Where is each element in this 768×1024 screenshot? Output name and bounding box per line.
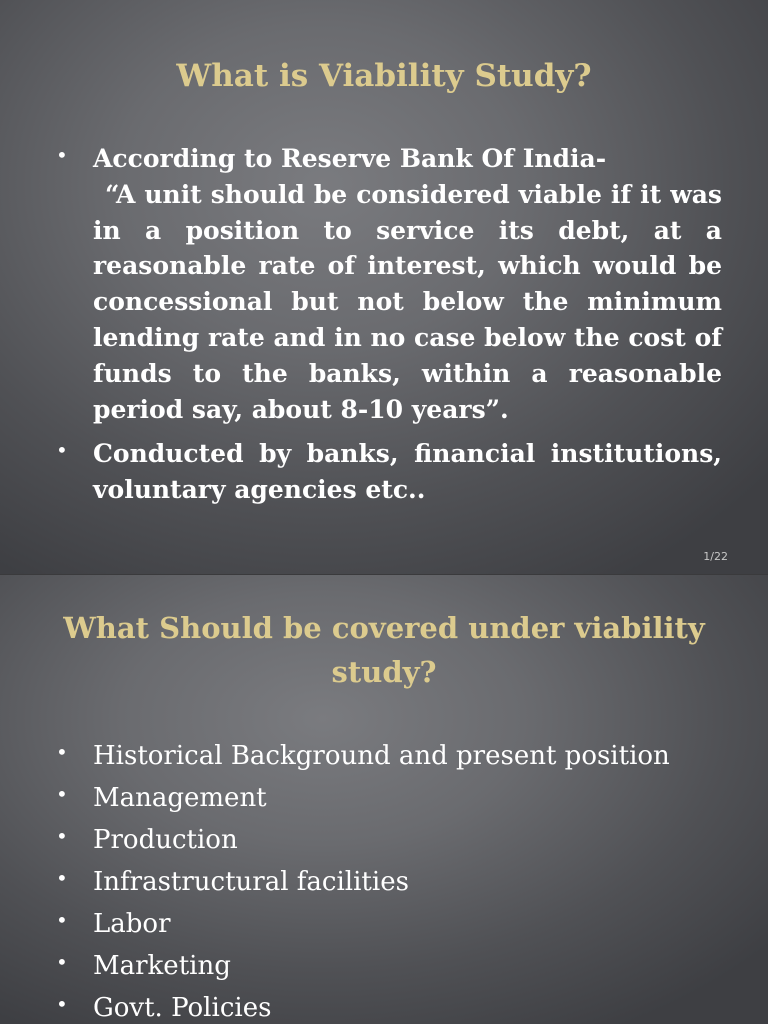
- slide-2-title-line-1: What Should be covered under viability: [63, 611, 705, 645]
- bullet-icon: •: [56, 908, 68, 932]
- slide-1-title: What is Viability Study?: [176, 58, 592, 94]
- bullet-icon: •: [56, 143, 68, 167]
- bullet-rbi-definition: [56, 141, 722, 177]
- list-item: [56, 903, 722, 945]
- list-item: [56, 945, 722, 987]
- slide-2-bullet-list: [56, 735, 722, 1024]
- slide-2-title: [0, 606, 768, 694]
- slide-2: [0, 575, 768, 1024]
- bullet-icon: •: [56, 740, 68, 764]
- list-item-text: Marketing: [93, 951, 231, 981]
- list-item: [56, 861, 722, 903]
- bullet-icon: •: [56, 782, 68, 806]
- bullet-icon: •: [56, 866, 68, 890]
- bullet-lead-text: According to Reserve Bank Of India-: [93, 144, 607, 173]
- slide-2-title-line-2: study?: [331, 655, 437, 689]
- bullet-icon: •: [56, 824, 68, 848]
- bullet-conducted-by: [56, 436, 722, 508]
- list-item-text: Labor: [93, 909, 171, 939]
- bullet-icon: •: [56, 438, 68, 463]
- list-item: [56, 777, 722, 819]
- list-item-text: Historical Background and present position: [93, 741, 670, 771]
- bullet-icon: •: [56, 950, 68, 974]
- bullet-conducted-text: Conducted by banks, financial institutions, voluntary agencies etc..: [93, 439, 722, 505]
- list-item-text: Production: [93, 825, 238, 855]
- list-item: [56, 987, 722, 1024]
- rbi-quote-text: “A unit should be considered viable if it was in a position to service its debt, at a reasonable rate of interest, which would be concessional but not below the minimum lending rate and in no case below the cost of funds to the banks, within a reasonable period say, about 8-10 years”.: [93, 179, 722, 424]
- bullet-icon: •: [56, 992, 68, 1016]
- list-item: [56, 819, 722, 861]
- list-item: [56, 735, 722, 777]
- page-number: 1/22: [703, 550, 728, 563]
- rbi-quote: [56, 177, 722, 428]
- list-item-text: Govt. Policies: [93, 993, 272, 1023]
- list-item-text: Management: [93, 783, 267, 813]
- slide-1-bullet-list: [56, 141, 722, 508]
- list-item-text: Infrastructural facilities: [93, 867, 409, 897]
